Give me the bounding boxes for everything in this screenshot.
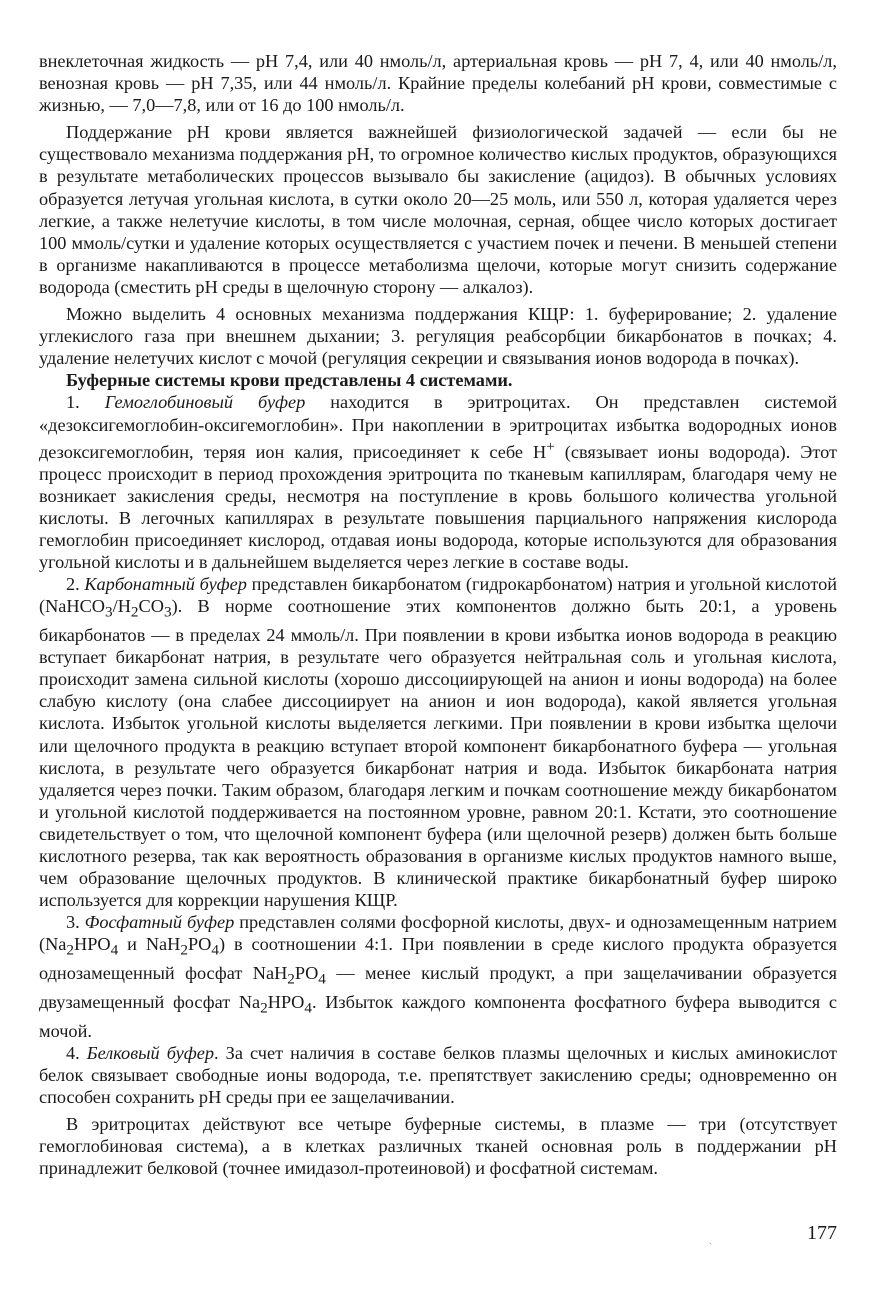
paragraph-kshr-mechanisms: Можно выделить 4 основных механизма поддержания КЩР: 1. буферирование; 2. удаление углекислого газа при внешнем дыхании; 3. регуляция реабсорбции бикарбонатов в почках; 4. удаление нелетучих кислот с мочой (регуляция секреции и связывания ионов водорода в почках). <box>39 304 837 369</box>
paragraph-ph-maintenance: Поддержание pH крови является важнейшей физиологической задачей — если бы не существовало механизма поддержания pH, то огромное количество кислых продуктов, образующихся в результате метаболических процессов вызывало бы закисление (ацидоз). В обычных условиях образуется летучая угольная кислота, в сутки около 20—25 моль, или 550 л, которая удаляется через легкие, а также нелетучие кислоты, в том числе молочная, серная, общее число которых достигает 100 ммоль/сутки и удаление которых осуществляется с участием почек и печени. В меньшей степени в организме накапливаются в процессе метаболизма щелочи, которые могут снизить содержание водорода (сместить pH среды в щелочную сторону — алкалоз). <box>39 122 837 297</box>
paragraph-carbonate-buffer: 2. Карбонатный буфер представлен бикарбонатом (гидрокарбонатом) натрия и угольной кислотой $(NaHCO_3/H_2CO_3)$. В норме соотношение этих компонентов должно быть 20:1, а уровень бикарбонатов — в пределах 24 ммоль/л. При появлении в крови избытка ионов водорода в реакцию вступает бикарбонат натрия, в результате чего образуется нейтральная соль и угольная кислота, происходит замена сильной кислоты (хорошо диссоциирующей на анион и ионы водорода) на более слабую кислоту (она слабее диссоциирует на анион и ион водорода), какой является угольная кислота. Избыток угольной кислоты выделяется легкими. При появлении в крови избытка щелочи или щелочного продукта в реакцию вступает второй компонент бикарбонатного буфера — угольная кислота, в результате чего образуется бикарбонат натрия и вода. Избыток бикарбоната натрия удаляется через почки. Таким образом, благодаря легким и почкам соотношение между бикарбонатом и угольной кислотой поддерживается на постоянном уровне, равном 20:1. Кстати, это соотношение свидетельствует о том, что щелочной компонент буфера (или щелочной резерв) должен быть больше кислотного резерва, так как вероятность образования в организме кислых продуктов намного выше, чем образование щелочных продуктов. В клинической практике бикарбонатный буфер широко используется для коррекции нарушения КЩР. <box>39 574 837 911</box>
paragraph-conclusion: В эритроцитах действуют все четыре буферные системы, в плазме — три (отсутствует гемоглобиновая система), а в клетках различных тканей основная роль в поддержании pH принадлежит белковой (точнее имидазол-протеиновой) и фосфатной системам. <box>39 1114 837 1179</box>
paragraph-phosphate-buffer: 3. Фосфатный буфер представлен солями фосфорной кислоты, двух- и однозамещенным натрием ($Na_2HPO_4$ и $NaH_2PO_4$) в соотношении 4:1. При появлении в среде кислого продукта образуется однозамещенный фосфат $NaH_2PO_4$ — менее кислый продукт, а при защелачивании образуется двузамещенный фосфат $Na_2HPO_4$. Избыток каждого компонента фосфатного буфера выводится с мочой. <box>39 912 837 1041</box>
term-phosphate-buffer: Фосфатный буфер <box>84 912 235 933</box>
page-number: 177 <box>807 1222 837 1244</box>
page-body <box>39 50 837 1184</box>
scan-speck: ˎ <box>709 1234 713 1245</box>
paragraph-hemoglobin-buffer: 1. Гемоглобиновый буфер находится в эритроцитах. Он представлен системой «дезоксигемоглобин-оксигемоглобин». При накоплении в эритроцитах избытка водородных ионов дезоксигемоглобин, теряя ион калия, присоединяет к себе H+ (связывает ионы водорода). Этот процесс происходит в период прохождения эритроцита по тканевым капиллярам, благодаря чему не возникает закисления среды, несмотря на поступление в кровь большого количества угольной кислоты. В легочных капиллярах в результате повышения парциального напряжения кислорода гемоглобин присоединяет кислород, отдавая ионы водорода, которые используются для образования угольной кислоты и в дальнейшем выделяется через легкие в составе воды. <box>39 392 837 573</box>
paragraph-protein-buffer: 4. Белковый буфер. За счет наличия в составе белков плазмы щелочных и кислых аминокислот белок связывает свободные ионы водорода, т.е. препятствует закислению среды; одновременно он способен сохранить pH среды при ее защелачивании. <box>39 1042 837 1107</box>
paragraph-continuation: внеклеточная жидкость — pH 7,4, или 40 нмоль/л, артериальная кровь — pH 7, 4, или 40 нмоль/л, венозная кровь — pH 7,35, или 44 нмоль/л. Крайние пределы колебаний pH крови, совместимые с жизнью, — 7,0—7,8, или от 16 до 100 нмоль/л. <box>39 51 837 116</box>
term-carbonate-buffer: Карбонатный буфер <box>84 574 247 595</box>
term-protein-buffer: Белковый буфер <box>86 1042 215 1063</box>
section-heading: Буферные системы крови представлены 4 системами. <box>66 370 513 391</box>
term-hemoglobin-buffer: Гемоглобиновый буфер <box>104 392 306 413</box>
